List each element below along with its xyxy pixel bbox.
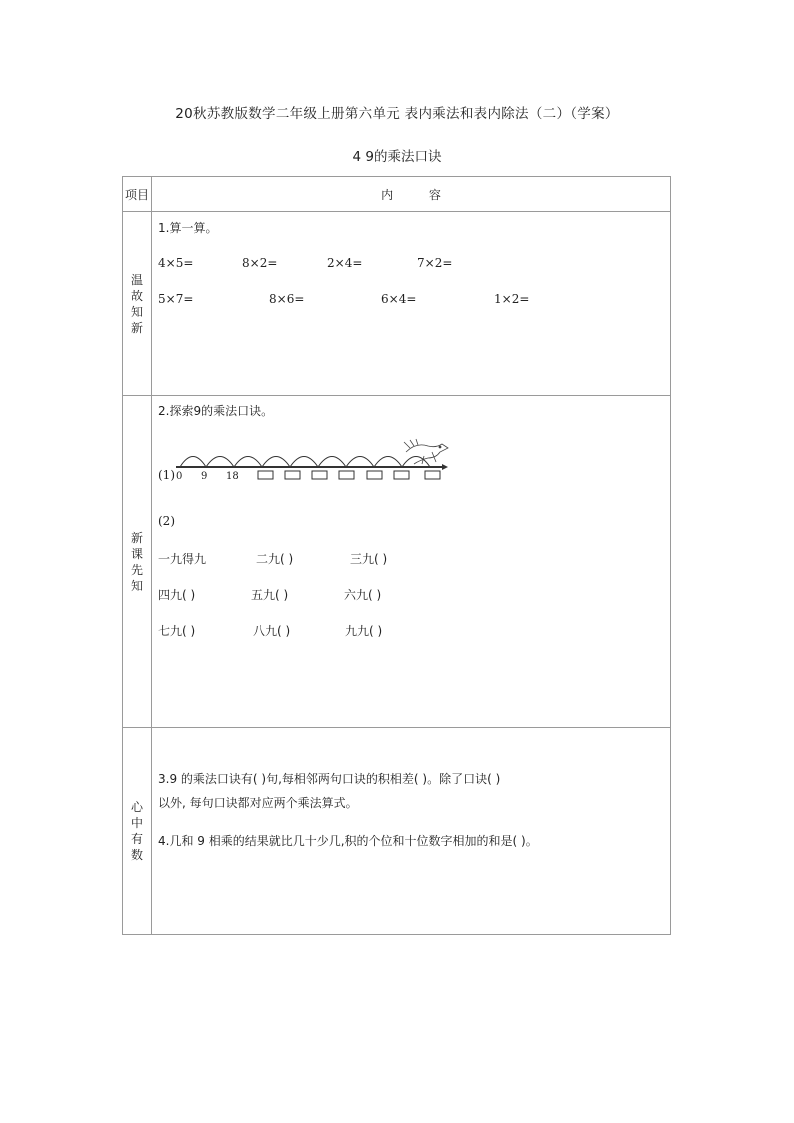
part-1-label: (1) [158,468,175,482]
answer-box[interactable] [394,471,409,479]
rhyme-item: 七九( ) [158,624,196,638]
section-review-content [152,212,671,396]
calc-item: 2×4= [327,256,363,270]
section-new-lesson-label: 新课先知 [130,530,143,593]
calc-item: 1×2= [494,292,530,306]
header-item-label: 项目 [124,187,149,202]
section-review-label: 温故知新 [130,272,143,335]
number-line-label: 0 [176,471,183,482]
rhyme-item: 一九得九 [158,552,207,566]
rhyme-item: 九九( ) [345,624,383,638]
rhyme-item: 二九( ) [256,552,294,566]
section-summary-content [152,728,671,935]
question-3-line-1: 3.9 的乘法口诀有( )句,每相邻两句口诀的积相差( )。除了口诀( ) [158,772,501,786]
header-content-label-2: 容 [428,187,441,202]
question-2-heading: 2.探索9的乘法口诀。 [158,404,274,418]
header-content-cell [152,177,671,212]
part-2-label: (2) [158,514,175,528]
kangaroo-illustration [404,439,448,464]
header-content-label-1: 内 [381,187,394,202]
page-title: 20秋苏教版数学二年级上册第六单元 表内乘法和表内除法（二）（学案） [175,106,619,122]
header-row [123,177,671,212]
header-item-cell [123,177,152,212]
rhyme-item: 五九( ) [251,588,289,602]
rhyme-item: 六九( ) [344,588,382,602]
number-line-label: 9 [201,471,208,482]
calc-item: 7×2= [417,256,453,270]
answer-box[interactable] [312,471,327,479]
calc-item: 8×2= [242,256,278,270]
answer-box[interactable] [285,471,300,479]
calc-item: 4×5= [158,256,194,270]
calc-item: 5×7= [158,292,194,306]
lesson-subtitle: 4 9的乘法口诀 [352,149,442,165]
worksheet-table [122,176,671,935]
calc-item: 6×4= [381,292,417,306]
section-review-side [123,212,152,396]
answer-box[interactable] [339,471,354,479]
section-review-row [123,212,671,396]
section-summary-row [123,728,671,935]
rhyme-item: 三九( ) [350,552,388,566]
section-summary-side [123,728,152,935]
answer-box[interactable] [258,471,273,479]
answer-box[interactable] [367,471,382,479]
section-new-lesson-content [152,396,671,728]
number-line-diagram [174,434,484,494]
rhyme-item: 八九( ) [253,624,291,638]
section-summary-label: 心中有数 [130,800,143,862]
section-new-lesson-row [123,396,671,728]
question-3-line-2: 以外, 每句口诀都对应两个乘法算式。 [158,796,358,810]
question-4: 4.几和 9 相乘的结果就比几十少几,积的个位和十位数字相加的和是( )。 [158,834,538,848]
section-new-lesson-side [123,396,152,728]
number-line-label: 18 [226,471,239,482]
question-1-heading: 1.算一算。 [158,221,218,235]
calc-item: 8×6= [269,292,305,306]
answer-box[interactable] [425,471,440,479]
rhyme-item: 四九( ) [158,588,196,602]
